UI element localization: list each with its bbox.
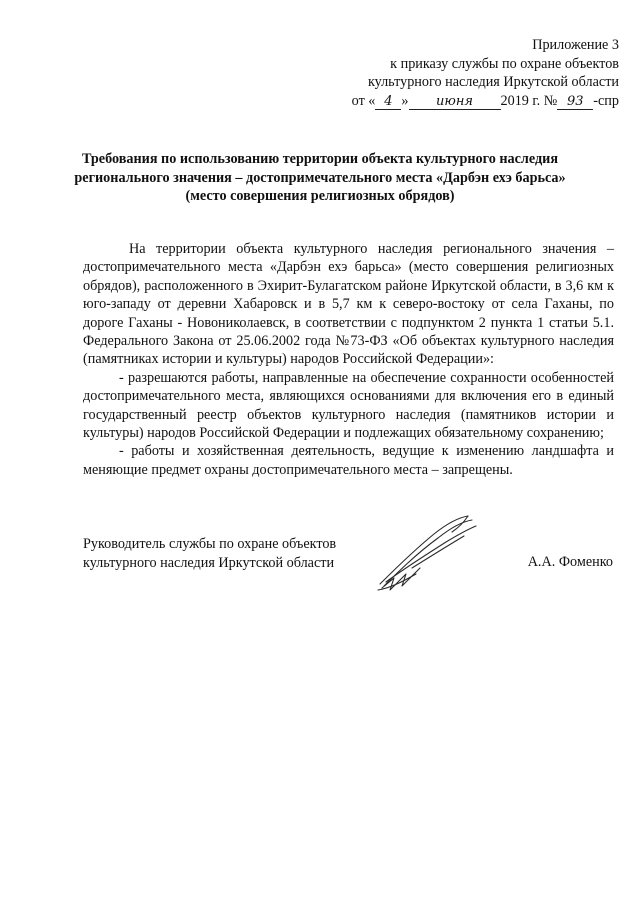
signer-position-line-2: культурного наследия Иркутской области xyxy=(83,555,335,571)
handwritten-signature xyxy=(372,512,492,592)
doc-suffix: -спр xyxy=(593,92,619,109)
order-reference: к приказу службы по охране объектов xyxy=(390,55,619,72)
date-mid: » xyxy=(401,92,409,109)
prohibited-works-item: - работы и хозяйственная деятельность, ведущие к изменению ландшафта и меняющие предмет охраны достопримечательного места – запрещены. xyxy=(83,443,614,478)
title-line-1: Требования по использованию территории объекта культурного наследия xyxy=(81,151,559,167)
order-date-line xyxy=(279,92,619,111)
handwritten-doc-number: 93 xyxy=(557,95,593,110)
appendix-header xyxy=(279,36,619,110)
signer-name: А.А. Фоменко xyxy=(527,554,613,570)
appendix-label: Приложение 3 xyxy=(532,37,619,53)
document-title xyxy=(70,150,570,206)
permitted-works-item: - разрешаются работы, направленные на обеспечение сохранности особенностей достопримечательного места, являющихся основаниями для включения его в единый государственный реестр объектов культурного наследия (памятников истории и культуры) народов Российской Федерации и подлежащих обязательному сохранению; xyxy=(83,369,614,442)
handwritten-month: июня xyxy=(409,95,501,110)
title-line-2: регионального значения – достопримечательного места «Дарбэн ехэ барьса» xyxy=(74,169,566,186)
date-year: 2019 г. № xyxy=(500,92,558,109)
document-body xyxy=(83,240,614,479)
main-paragraph: На территории объекта культурного наследия регионального значения – достопримечательного места «Дарбэн ехэ барьса» (место совершения религиозных обрядов), расположенного в Эхирит-Булагатском районе Иркутской области, в 3,6 км к юго-западу от деревни Хабаровск и в 5,7 км к северо-востоку от села Гаханы, по дороге Гаханы - Новониколаевск, в соответствии с подпунктом 2 пункта 1 статьи 5.1. Федерального Закона от 25.06.2002 года №73-ФЗ «Об объектах культурного наследия (памятниках истории и культуры) народов Российской Федерации»: xyxy=(83,241,614,368)
agency-name: культурного наследия Иркутской области xyxy=(367,74,619,90)
handwritten-day: 4 xyxy=(375,95,401,110)
signer-position xyxy=(83,535,383,573)
signer-position-line-1: Руководитель службы по охране объектов xyxy=(83,536,337,552)
title-line-3: (место совершения религиозных обрядов) xyxy=(185,188,455,204)
date-prefix: от « xyxy=(351,92,376,109)
